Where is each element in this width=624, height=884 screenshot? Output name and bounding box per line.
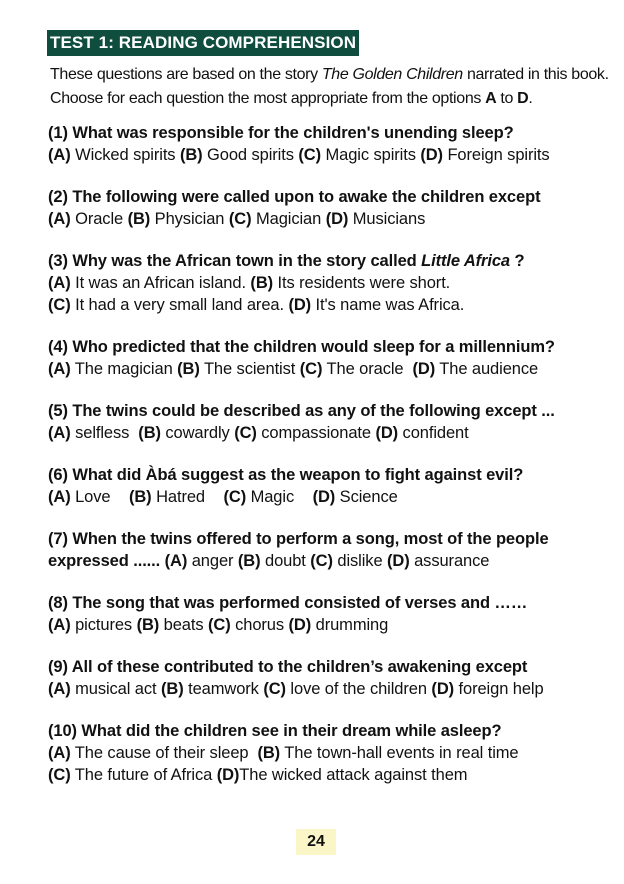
question-text: (7) When the twins offered to perform a song, most of the people bbox=[48, 530, 549, 548]
options-line bbox=[48, 550, 618, 572]
option-label: (A) bbox=[48, 616, 71, 634]
option-label: (D) bbox=[216, 766, 240, 784]
option-a: Oracle bbox=[75, 210, 124, 228]
option-c: Magician bbox=[255, 210, 322, 228]
question-9 bbox=[48, 656, 618, 700]
option-label: (D) bbox=[375, 424, 399, 442]
question-text-part: ? bbox=[510, 252, 525, 270]
options-line bbox=[48, 486, 618, 508]
option-label: (D) bbox=[288, 616, 312, 634]
option-label: (D) bbox=[420, 146, 443, 164]
option-c: dislike bbox=[337, 552, 383, 570]
option-label: (C) bbox=[310, 552, 333, 570]
question-text: (8) The song that was performed consisted of verses and …… bbox=[48, 594, 528, 612]
question-8 bbox=[48, 592, 618, 636]
question-4 bbox=[48, 336, 618, 380]
page-number: 24 bbox=[296, 829, 336, 855]
option-label: (C) bbox=[48, 766, 71, 784]
option-label: (B) bbox=[179, 146, 203, 164]
option-label: (D) bbox=[288, 296, 312, 314]
question-list bbox=[48, 122, 618, 806]
option-letter: A bbox=[485, 90, 497, 107]
option-d: It's name was Africa. bbox=[315, 296, 465, 314]
option-label: (B) bbox=[128, 488, 152, 506]
option-b: Its residents were short. bbox=[277, 274, 451, 292]
option-label: (A) bbox=[48, 146, 71, 164]
option-label: (D) bbox=[412, 360, 436, 378]
option-a: musical act bbox=[75, 680, 157, 698]
option-label: (A) bbox=[48, 274, 71, 292]
option-label: (C) bbox=[234, 424, 257, 442]
option-b: Physician bbox=[154, 210, 225, 228]
option-d: Science bbox=[339, 488, 398, 506]
option-label: (A) bbox=[48, 488, 71, 506]
options-line bbox=[48, 358, 618, 380]
option-c: chorus bbox=[235, 616, 285, 634]
option-c: Magic spirits bbox=[325, 146, 416, 164]
question-text-part: (3) Why was the African town in the story called bbox=[48, 252, 422, 270]
option-a: Wicked spirits bbox=[75, 146, 176, 164]
question-text: (1) What was responsible for the children's unending sleep? bbox=[48, 124, 514, 142]
options-line bbox=[48, 678, 618, 700]
option-label: (D) bbox=[312, 488, 336, 506]
option-c: love of the children bbox=[290, 680, 427, 698]
option-label: (A) bbox=[48, 424, 71, 442]
question-10 bbox=[48, 720, 618, 786]
option-a: pictures bbox=[75, 616, 133, 634]
option-c: The future of Africa bbox=[74, 766, 213, 784]
option-d: confident bbox=[402, 424, 469, 442]
option-label: (B) bbox=[138, 424, 161, 442]
options-line bbox=[48, 208, 618, 230]
option-a: anger bbox=[191, 552, 234, 570]
option-d: The wicked attack against them bbox=[239, 766, 468, 784]
option-c: Magic bbox=[250, 488, 295, 506]
option-d: Foreign spirits bbox=[447, 146, 550, 164]
option-label: (B) bbox=[250, 274, 274, 292]
options-line bbox=[48, 764, 618, 786]
option-label: (A) bbox=[48, 360, 71, 378]
option-a: It was an African island. bbox=[75, 274, 246, 292]
option-label: (A) bbox=[48, 680, 71, 698]
question-6 bbox=[48, 464, 618, 508]
option-b: Good spirits bbox=[207, 146, 294, 164]
option-a: The cause of their sleep bbox=[74, 744, 249, 762]
question-1 bbox=[48, 122, 618, 166]
instructions-text: to bbox=[496, 90, 518, 107]
option-label: (C) bbox=[299, 360, 323, 378]
instructions bbox=[50, 63, 610, 111]
option-label: (C) bbox=[48, 296, 71, 314]
option-label: (B) bbox=[136, 616, 160, 634]
option-label: (C) bbox=[223, 488, 247, 506]
question-text: (2) The following were called upon to awake the children except bbox=[48, 188, 541, 206]
options-line bbox=[48, 272, 618, 294]
option-letter: D bbox=[517, 90, 529, 107]
section-title: TEST 1: READING COMPREHENSION bbox=[47, 30, 359, 56]
option-b: The scientist bbox=[203, 360, 296, 378]
question-2 bbox=[48, 186, 618, 230]
option-label: (B) bbox=[237, 552, 261, 570]
option-b: teamwork bbox=[188, 680, 259, 698]
option-label: (C) bbox=[298, 146, 321, 164]
option-d: The audience bbox=[439, 360, 539, 378]
options-line bbox=[48, 144, 618, 166]
option-c: It had a very small land area. bbox=[75, 296, 284, 314]
options-line bbox=[48, 294, 618, 316]
option-label: (A) bbox=[48, 744, 71, 762]
instructions-text: . bbox=[528, 90, 533, 107]
option-label: (C) bbox=[263, 680, 286, 698]
option-label: (C) bbox=[228, 210, 252, 228]
option-c: The oracle bbox=[326, 360, 404, 378]
question-text bbox=[48, 250, 618, 272]
options-line bbox=[48, 422, 618, 444]
option-label: (A) bbox=[164, 552, 188, 570]
option-d: drumming bbox=[315, 616, 389, 634]
question-text: (4) Who predicted that the children would sleep for a millennium? bbox=[48, 338, 555, 356]
option-d: Musicians bbox=[352, 210, 426, 228]
option-label: (D) bbox=[431, 680, 455, 698]
question-text-continued: expressed ...... bbox=[48, 552, 161, 570]
question-7 bbox=[48, 528, 618, 572]
option-b: doubt bbox=[265, 552, 306, 570]
option-label: (B) bbox=[177, 360, 200, 378]
option-label: (B) bbox=[161, 680, 184, 698]
option-label: (B) bbox=[257, 744, 281, 762]
option-a: Love bbox=[75, 488, 111, 506]
option-b: Hatred bbox=[156, 488, 205, 506]
question-text: (10) What did the children see in their dream while asleep? bbox=[48, 722, 502, 740]
options-line bbox=[48, 742, 618, 764]
question-text: (9) All of these contributed to the children’s awakening except bbox=[48, 658, 528, 676]
question-text: (5) The twins could be described as any of the following except ... bbox=[48, 402, 555, 420]
option-label: (C) bbox=[208, 616, 231, 634]
option-b: cowardly bbox=[165, 424, 230, 442]
option-label: (D) bbox=[325, 210, 349, 228]
option-label: (A) bbox=[48, 210, 71, 228]
option-label: (B) bbox=[127, 210, 151, 228]
instructions-text: These questions are based on the story bbox=[50, 66, 322, 83]
story-title: The Golden Children bbox=[321, 66, 463, 83]
question-3 bbox=[48, 250, 618, 316]
option-b: The town-hall events in real time bbox=[284, 744, 519, 762]
question-5 bbox=[48, 400, 618, 444]
question-text: (6) What did Àbá suggest as the weapon to fight against evil? bbox=[48, 466, 524, 484]
option-a: The magician bbox=[74, 360, 173, 378]
option-d: foreign help bbox=[458, 680, 544, 698]
option-b: beats bbox=[163, 616, 204, 634]
instructions-text: narrated in this book. Choose for each question the most appropriate from the options bbox=[50, 66, 609, 107]
options-line bbox=[48, 614, 618, 636]
option-label: (D) bbox=[387, 552, 410, 570]
option-c: compassionate bbox=[261, 424, 371, 442]
option-d: assurance bbox=[414, 552, 490, 570]
question-text-emphasis: Little Africa bbox=[421, 252, 510, 270]
option-a: selfless bbox=[75, 424, 130, 442]
